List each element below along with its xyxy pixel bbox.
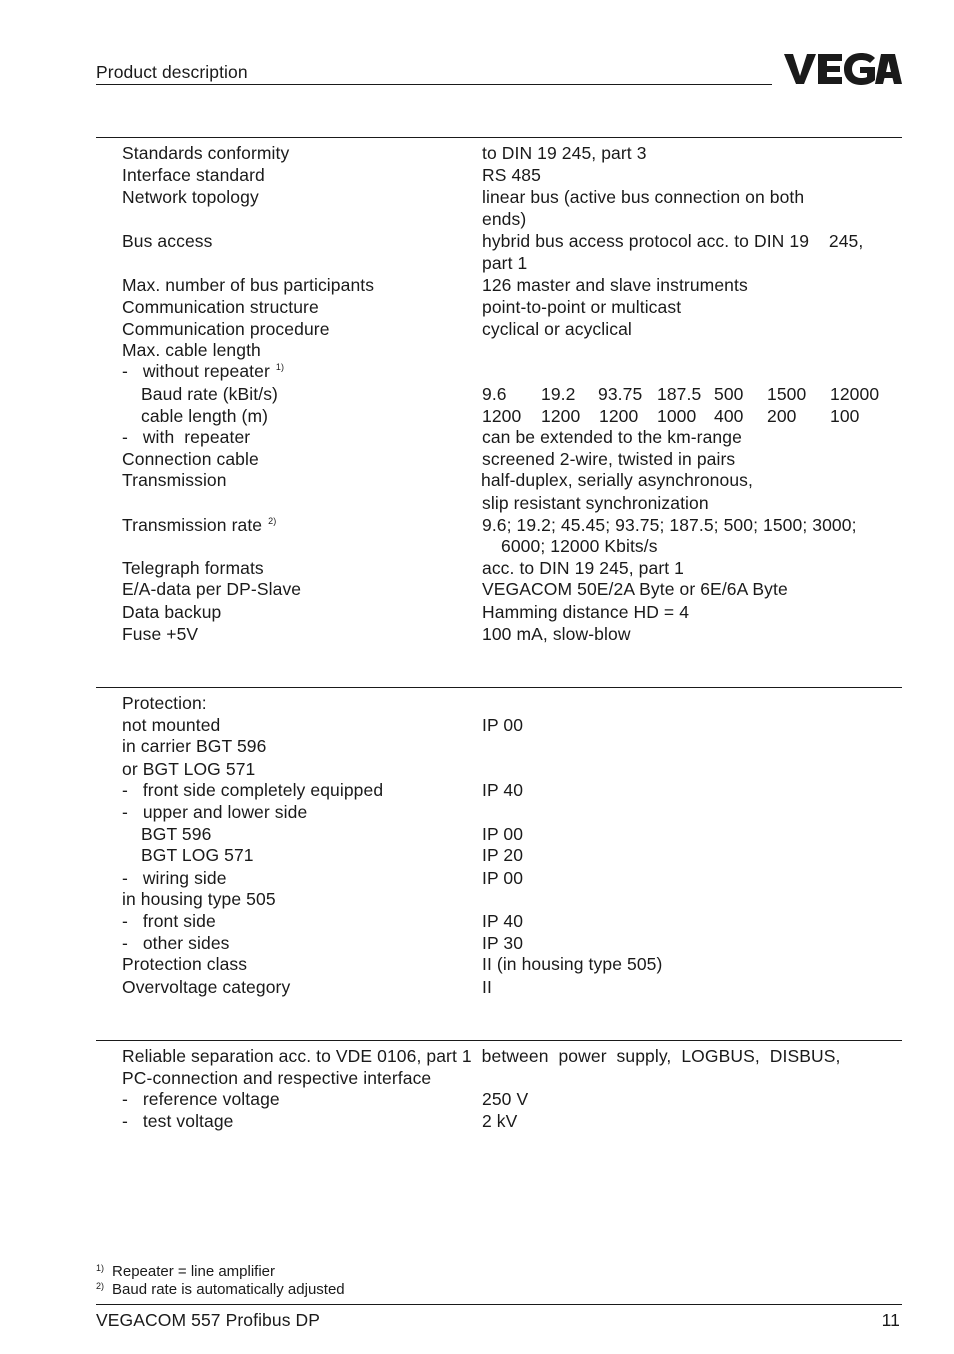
row-value: 2 kV [482, 1111, 518, 1131]
row-label: Transmission [122, 470, 227, 490]
row-label: - upper and lower side [122, 802, 308, 822]
footnote-mark: 2) [96, 1281, 105, 1291]
row-label: - reference voltage [122, 1089, 280, 1109]
cable-value: 1000 [657, 406, 697, 426]
row-label: Data backup [122, 602, 222, 622]
footnote [96, 1281, 345, 1300]
row-value: VEGACOM 50E/2A Byte or 6E/6A Byte [482, 579, 788, 599]
row-label: - other sides [122, 933, 230, 953]
footer-rule [96, 1304, 902, 1305]
row-label: BGT 596 [141, 824, 212, 844]
row-label: Connection cable [122, 449, 259, 469]
footnote-ref: 2) [268, 516, 277, 526]
cable-value: 100 [830, 406, 860, 426]
row-label: Communication structure [122, 297, 319, 317]
row-label: - test voltage [122, 1111, 234, 1131]
row-label: or BGT LOG 571 [122, 759, 256, 779]
row-value: hybrid bus access protocol acc. to DIN 19 245, [482, 231, 864, 251]
row-label: - front side [122, 911, 216, 931]
section-rule-interface [96, 137, 902, 138]
label-text: - without repeater [122, 361, 270, 381]
cable-value: 400 [714, 406, 744, 426]
row-value: IP 30 [482, 933, 524, 953]
section-rule-separation [96, 1040, 902, 1041]
row-label: Max. number of bus participants [122, 275, 375, 295]
row-label: - front side completely equipped [122, 780, 384, 800]
row-value: IP 00 [482, 715, 524, 735]
footnote-mark: 1) [96, 1263, 105, 1273]
row-label: Bus access [122, 231, 213, 251]
baud-value: 187.5 [657, 384, 702, 404]
row-label: Overvoltage category [122, 977, 291, 997]
row-value: acc. to DIN 19 245, part 1 [482, 558, 685, 578]
row-label: in housing type 505 [122, 889, 276, 909]
row-value: screened 2-wire, twisted in pairs [482, 449, 736, 469]
page-number: 11 [881, 1310, 900, 1330]
baud-value: 12000 [830, 384, 880, 404]
row-value: II [482, 977, 492, 997]
baud-rate-label: Baud rate (kBit/s) [141, 384, 278, 404]
baud-value: 19.2 [541, 384, 576, 404]
row-value: RS 485 [482, 165, 541, 185]
row-value: IP 20 [482, 845, 524, 865]
row-value: IP 00 [482, 824, 524, 844]
separation-text-continued: PC-connection and respective interface [122, 1068, 432, 1088]
cable-length-label: cable length (m) [141, 406, 269, 426]
cable-value: 200 [767, 406, 797, 426]
row-value: Hamming distance HD = 4 [482, 602, 690, 622]
row-label: Fuse +5V [122, 624, 199, 644]
footnote-text: Baud rate is automatically adjusted [112, 1281, 345, 1298]
footnote-ref: 1) [275, 362, 285, 372]
cable-value: 1200 [482, 406, 522, 426]
row-label: Standards conformity [122, 143, 290, 163]
row-label: E/A-data per DP-Slave [122, 579, 302, 599]
row-label-transmission-rate [122, 514, 276, 539]
cable-value: 1200 [599, 406, 639, 426]
cable-length-values [482, 405, 902, 427]
row-value: 250 V [482, 1089, 529, 1109]
row-value: 100 mA, slow-blow [482, 624, 631, 644]
row-value-continued: 6000; 12000 Kbits/s [501, 536, 658, 556]
row-label: Interface standard [122, 165, 265, 185]
baud-value: 93.75 [598, 384, 643, 404]
baud-value: 500 [714, 384, 744, 404]
row-value: 126 master and slave instruments [482, 275, 748, 295]
row-label: Telegraph formats [122, 558, 264, 578]
page-section-title: Product description [96, 62, 248, 82]
row-value-continued: ends) [482, 209, 527, 229]
footnote-text: Repeater = line amplifier [112, 1263, 276, 1280]
row-label: in carrier BGT 596 [122, 736, 267, 756]
row-value: to DIN 19 245, part 3 [482, 143, 647, 163]
label-text: Transmission rate [122, 515, 263, 535]
row-value-continued: part 1 [482, 253, 528, 273]
row-label: Communication procedure [122, 319, 330, 339]
row-value: linear bus (active bus connection on both [482, 187, 805, 207]
row-value: cyclical or acyclical [482, 319, 632, 339]
baud-value: 9.6 [482, 384, 507, 404]
row-label: not mounted [122, 715, 221, 735]
footer-doc-title: VEGACOM 557 Profibus DP [96, 1310, 321, 1330]
row-label: - wiring side [122, 868, 227, 888]
baud-value: 1500 [767, 384, 807, 404]
row-value: II (in housing type 505) [482, 954, 663, 974]
row-label: - with repeater [122, 427, 251, 447]
baud-rate-values [482, 383, 902, 405]
row-label: Protection: [122, 693, 207, 713]
row-label: BGT LOG 571 [141, 845, 254, 865]
vega-logo [784, 52, 902, 86]
row-value: can be extended to the km-range [482, 427, 742, 447]
row-value: half-duplex, serially asynchronous, [481, 470, 753, 490]
row-label: Max. cable length [122, 340, 261, 360]
header-rule [96, 84, 772, 85]
section-rule-protection [96, 687, 902, 688]
row-value: 9.6; 19.2; 45.45; 93.75; 187.5; 500; 1500; 3000; [482, 515, 857, 535]
cable-value: 1200 [541, 406, 581, 426]
row-value: IP 40 [482, 780, 524, 800]
row-label-without-repeater [122, 360, 284, 385]
row-value: IP 40 [482, 911, 524, 931]
row-value: point-to-point or multicast [482, 297, 682, 317]
row-label: Network topology [122, 187, 259, 207]
row-value-continued: slip resistant synchronization [482, 493, 709, 513]
separation-text: Reliable separation acc. to VDE 0106, part 1 between power supply, LOGBUS, DISBUS, [122, 1046, 841, 1066]
row-value: IP 00 [482, 868, 524, 888]
row-label: Protection class [122, 954, 248, 974]
footnote [96, 1263, 275, 1282]
